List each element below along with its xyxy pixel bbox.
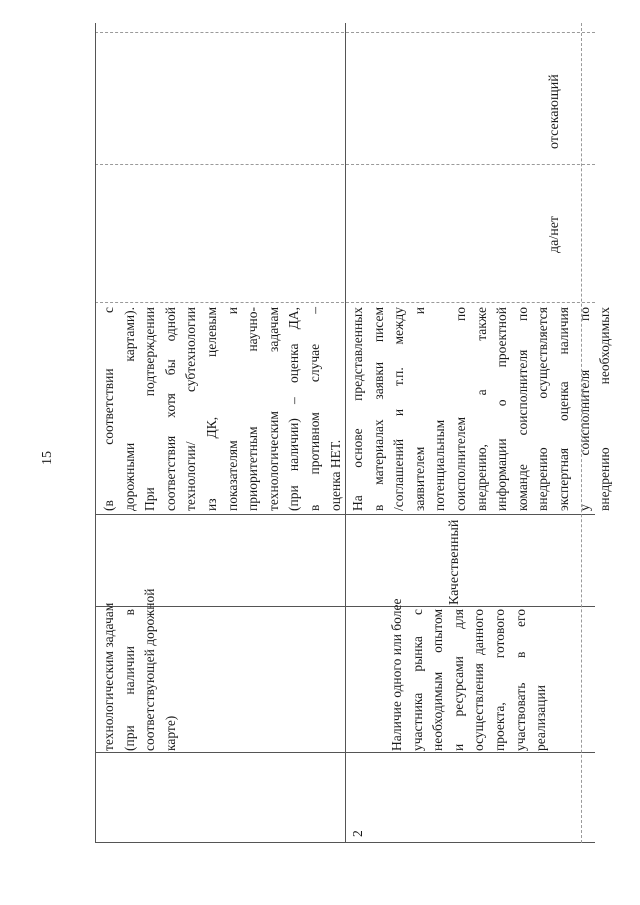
- row2-criterion-kind: отсекающий: [547, 74, 562, 149]
- rotated-table: [95, 23, 613, 843]
- row2-type: Качественный: [447, 519, 462, 605]
- row2-scale: да/нет: [547, 215, 562, 253]
- row2-number: 2: [350, 830, 365, 837]
- row2-criterion-text: Наличие одного или более участника рынка с необходимым опытом и ресурсами для осуществления данного проекта, готового участвовать в его реализации: [389, 598, 549, 751]
- table-border-left: [95, 23, 96, 843]
- page-number: 15: [40, 451, 55, 465]
- row1-criterion-text: технологическим задачам (при наличии в соответствующей дорожной карте): [101, 588, 178, 751]
- row1-method-text: (в соответствии с дорожными картами). При подтверждении соответствия хотя бы одной технологии/ субтехнологии из ДК, целевым показателям и приоритетным научно- технологическим задачам (при наличии) – оценка ДА, в противном случае – оценка НЕТ.: [101, 307, 343, 511]
- row2-method-text: На основе представленных в материалах заявки писем /соглашений и т.п. между заявителем и потенциальным соисполнителем по внедрению, а также информации о проектной команде соисполнителя по внедрению осуществляется экспертная оценка наличия у соисполнителя по внедрению необходимых: [350, 307, 613, 511]
